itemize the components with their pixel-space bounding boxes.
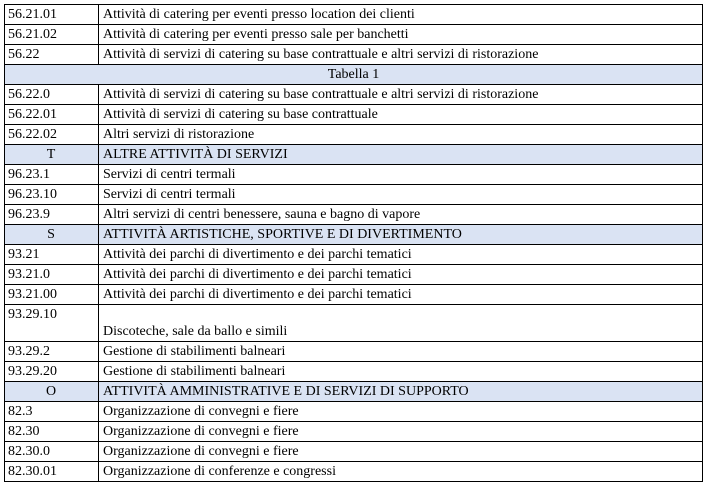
activity-description: Servizi di centri termali	[99, 185, 703, 205]
section-title: ATTIVITÀ ARTISTICHE, SPORTIVE E DI DIVERTIMENTO	[99, 225, 703, 245]
ateco-code: 82.30.01	[5, 462, 99, 482]
ateco-code: 93.21.0	[5, 265, 99, 285]
activity-description: Altri servizi di centri benessere, sauna e bagno di vapore	[99, 205, 703, 225]
activity-description: Attività di servizi di catering su base contrattuale	[99, 105, 703, 125]
activity-description: Attività dei parchi di divertimento e dei parchi tematici	[99, 245, 703, 265]
ateco-code: 93.29.10	[5, 305, 99, 342]
ateco-code: 93.21.00	[5, 285, 99, 305]
activity-description: Altri servizi di ristorazione	[99, 125, 703, 145]
section-header-row	[5, 145, 703, 165]
activity-description: Servizi di centri termali	[99, 165, 703, 185]
activity-description: Attività di catering per eventi presso sale per banchetti	[99, 25, 703, 45]
section-header-row	[5, 225, 703, 245]
section-letter: T	[5, 145, 99, 165]
ateco-code: 56.22.02	[5, 125, 99, 145]
activity-description: Attività di servizi di catering su base contrattuale e altri servizi di ristorazione	[99, 85, 703, 105]
ateco-code: 96.23.10	[5, 185, 99, 205]
ateco-code: 93.21	[5, 245, 99, 265]
activity-description: Organizzazione di convegni e fiere	[99, 402, 703, 422]
ateco-codes-table	[4, 4, 703, 482]
ateco-code: 56.21.01	[5, 5, 99, 25]
activity-description: Attività di catering per eventi presso location dei clienti	[99, 5, 703, 25]
table-caption: Tabella 1	[5, 65, 703, 85]
activity-description: Attività dei parchi di divertimento e dei parchi tematici	[99, 285, 703, 305]
section-letter: O	[5, 382, 99, 402]
activity-description: Organizzazione di convegni e fiere	[99, 442, 703, 462]
table-row	[5, 85, 703, 105]
table-row	[5, 5, 703, 25]
ateco-code: 96.23.1	[5, 165, 99, 185]
ateco-code: 82.30	[5, 422, 99, 442]
section-header-row	[5, 382, 703, 402]
table-row	[5, 125, 703, 145]
table-row	[5, 185, 703, 205]
ateco-code: 56.22.01	[5, 105, 99, 125]
table-row	[5, 305, 703, 342]
activity-description: Attività di servizi di catering su base contrattuale e altri servizi di ristorazione	[99, 45, 703, 65]
table-row	[5, 422, 703, 442]
activity-description: Discoteche, sale da ballo e simili	[99, 305, 703, 342]
section-title: ALTRE ATTIVITÀ DI SERVIZI	[99, 145, 703, 165]
ateco-code: 56.21.02	[5, 25, 99, 45]
table-row	[5, 402, 703, 422]
table-row	[5, 342, 703, 362]
table-row	[5, 165, 703, 185]
table-row	[5, 285, 703, 305]
ateco-code: 56.22.0	[5, 85, 99, 105]
ateco-code: 93.29.20	[5, 362, 99, 382]
section-letter: S	[5, 225, 99, 245]
activity-description: Attività dei parchi di divertimento e dei parchi tematici	[99, 265, 703, 285]
ateco-code: 96.23.9	[5, 205, 99, 225]
table-row	[5, 105, 703, 125]
section-title: ATTIVITÀ AMMINISTRATIVE E DI SERVIZI DI SUPPORTO	[99, 382, 703, 402]
table-row	[5, 265, 703, 285]
table-row	[5, 205, 703, 225]
table-body	[5, 5, 703, 482]
ateco-code: 93.29.2	[5, 342, 99, 362]
table-row	[5, 25, 703, 45]
table-row	[5, 442, 703, 462]
activity-description: Gestione di stabilimenti balneari	[99, 362, 703, 382]
activity-description: Organizzazione di convegni e fiere	[99, 422, 703, 442]
ateco-code: 56.22	[5, 45, 99, 65]
activity-description: Gestione di stabilimenti balneari	[99, 342, 703, 362]
ateco-code: 82.30.0	[5, 442, 99, 462]
table-row	[5, 462, 703, 482]
ateco-code: 82.3	[5, 402, 99, 422]
activity-description: Organizzazione di conferenze e congressi	[99, 462, 703, 482]
table-row	[5, 362, 703, 382]
table-row	[5, 245, 703, 265]
table-row	[5, 45, 703, 65]
table-caption-row	[5, 65, 703, 85]
